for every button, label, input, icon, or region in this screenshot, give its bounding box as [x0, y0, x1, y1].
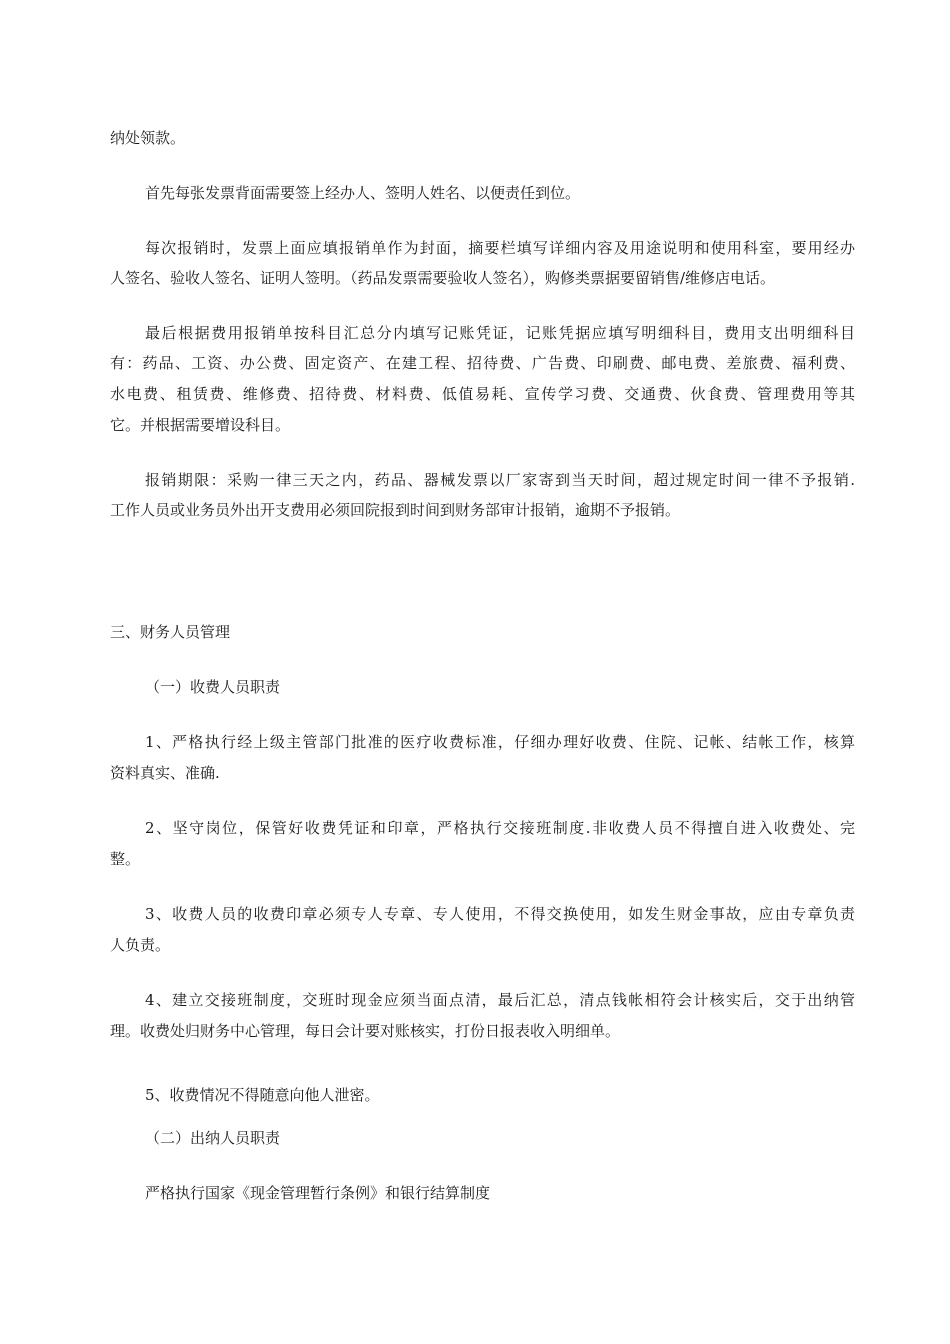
item-1-line-1: 1、严格执行经上级主管部门批准的医疗收费标准，仔细办理好收费、住院、记帐、结帐工作，核算	[145, 733, 855, 751]
item-5: 5、收费情况不得随意向他人泄密。	[145, 1086, 380, 1104]
item-4-line-2: 理。收费处归财务中心管理，每日会计要对账核实，打份日报表收入明细单。	[110, 1022, 621, 1040]
item-6: 严格执行国家《现金管理暂行条例》和银行结算制度	[145, 1184, 491, 1202]
paragraph-invoice-signature: 首先每张发票背面需要签上经办人、签明人姓名、以便责任到位。	[145, 184, 581, 202]
paragraph-reimbursement-line-1: 每次报销时，发票上面应填报销单作为封面，摘要栏填写详细内容及用途说明和使用科室，要用经办	[145, 239, 855, 257]
item-2-line-2: 整。	[110, 850, 141, 868]
item-1-line-2: 资料真实、准确.	[110, 764, 220, 782]
section-heading-finance-staff: 三、财务人员管理	[110, 623, 231, 641]
item-4-line-1: 4、建立交接班制度，交班时现金应须当面点清，最后汇总，清点钱帐相符会计核实后，交于出纳管	[145, 991, 855, 1009]
paragraph-reimbursement-line-2: 人签名、验收人签名、证明人签明。（药品发票需要验收人签名），购修类票据要留销售/维修店电话。	[110, 269, 776, 287]
paragraph-accounts-line-4: 它。并根据需要增设科目。	[110, 416, 291, 434]
subsection-heading-cashier-duties: （一）收费人员职责	[145, 678, 281, 696]
paragraph-accounts-line-3: 水电费、租赁费、维修费、招待费、材料费、低值易耗、宣传学习费、交通费、伙食费、管理费用等其	[110, 385, 855, 403]
subsection-heading-teller-duties: （二）出纳人员职责	[145, 1129, 281, 1147]
paragraph-accounts-line-2: 有：药品、工资、办公费、固定资产、在建工程、招待费、广告费、印刷费、邮电费、差旅费、福利费、	[110, 354, 855, 372]
paragraph-deadline-line-1: 报销期限：采购一律三天之内，药品、器械发票以厂家寄到当天时间，超过规定时间一律不予报销.	[145, 471, 855, 489]
continued-text: 纳处领款。	[110, 129, 186, 147]
item-3-line-1: 3、收费人员的收费印章必须专人专章、专人使用，不得交换使用，如发生财金事故，应由专章负责	[145, 905, 855, 923]
paragraph-accounts-line-1: 最后根据费用报销单按科目汇总分内填写记账凭证，记账凭据应填写明细科目，费用支出明细科目	[145, 324, 855, 342]
item-2-line-1: 2、坚守岗位，保管好收费凭证和印章，严格执行交接班制度.非收费人员不得擅自进入收费处、完	[145, 819, 855, 837]
item-3-line-2: 人负责。	[110, 936, 171, 954]
paragraph-deadline-line-2: 工作人员或业务员外出开支费用必须回院报到时间到财务部审计报销，逾期不予报销。	[110, 501, 681, 519]
